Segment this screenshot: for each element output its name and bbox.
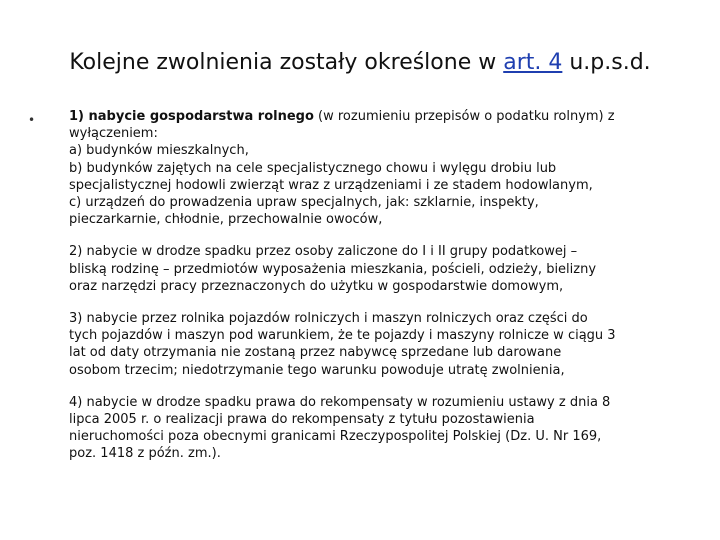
slide-title [0,50,720,75]
item-4-line: lipca 2005 r. o realizacji prawa do rekompensaty z tytułu pozostawienia [69,412,535,428]
item-1-line: specjalistycznej hodowli zwierząt wraz z urządzeniami i ze stadem hodowlanym, [69,177,593,193]
item-3-line: osobom trzecim; niedotrzymanie tego warunku powoduje utratę zwolnienia, [69,362,565,378]
exemption-item-4 [69,394,699,463]
item-1-lead-line [69,108,699,125]
item-1-lead-rest: (w rozumieniu przepisów o podatku rolnym) z [313,109,615,124]
item-4-line: poz. 1418 z późn. zm.). [69,446,221,462]
article-link[interactable]: art. 4 [503,50,563,75]
item-1-line: c) urządzeń do prowadzenia upraw specjalnych, jak: szklarnie, inspekty, [69,195,539,211]
item-4-line: 4) nabycie w drodze spadku prawa do rekompensaty w rozumieniu ustawy z dnia 8 [69,394,611,410]
title-text-after: u.p.s.d. [562,50,651,75]
item-1-line: a) budynków mieszkalnych, [69,143,249,159]
item-1-line: wyłączeniem: [69,126,158,142]
item-3-line: lat od daty otrzymania nie zostaną przez nabywcę sprzedane lub darowane [69,345,562,361]
item-3-line: tych pojazdów i maszyn pod warunkiem, że te pojazdy i maszyny rolnicze w ciągu 3 [69,328,616,344]
title-text-before: Kolejne zwolnienia zostały określone w [69,50,504,75]
item-2-line: oraz narzędzi pracy przeznaczonych do użytku w gospodarstwie domowym, [69,278,564,294]
exemption-item-3 [69,310,699,379]
exemption-list [69,108,699,478]
exemption-item-2 [69,243,699,295]
item-4-line: nieruchomości poza obecnymi granicami Rzeczypospolitej Polskiej (Dz. U. Nr 169, [69,429,602,445]
item-1-bold-lead: 1) nabycie gospodarstwa rolnego [69,109,314,124]
item-2-line: bliską rodzinę – przedmiotów wyposażenia mieszkania, pościeli, odzieży, bielizny [69,261,597,277]
item-3-line: 3) nabycie przez rolnika pojazdów rolniczych i maszyn rolniczych oraz części do [69,311,588,327]
item-1-line: b) budynków zajętych na cele specjalistycznego chowu i wylęgu drobiu lub [69,160,557,176]
item-2-line: 2) nabycie w drodze spadku przez osoby zaliczone do I i II grupy podatkowej – [69,244,578,260]
item-1-line: pieczarkarnie, chłodnie, przechowalnie owoców, [69,212,383,228]
exemption-item-1 [69,108,699,228]
bullet-marker: • [28,113,36,127]
